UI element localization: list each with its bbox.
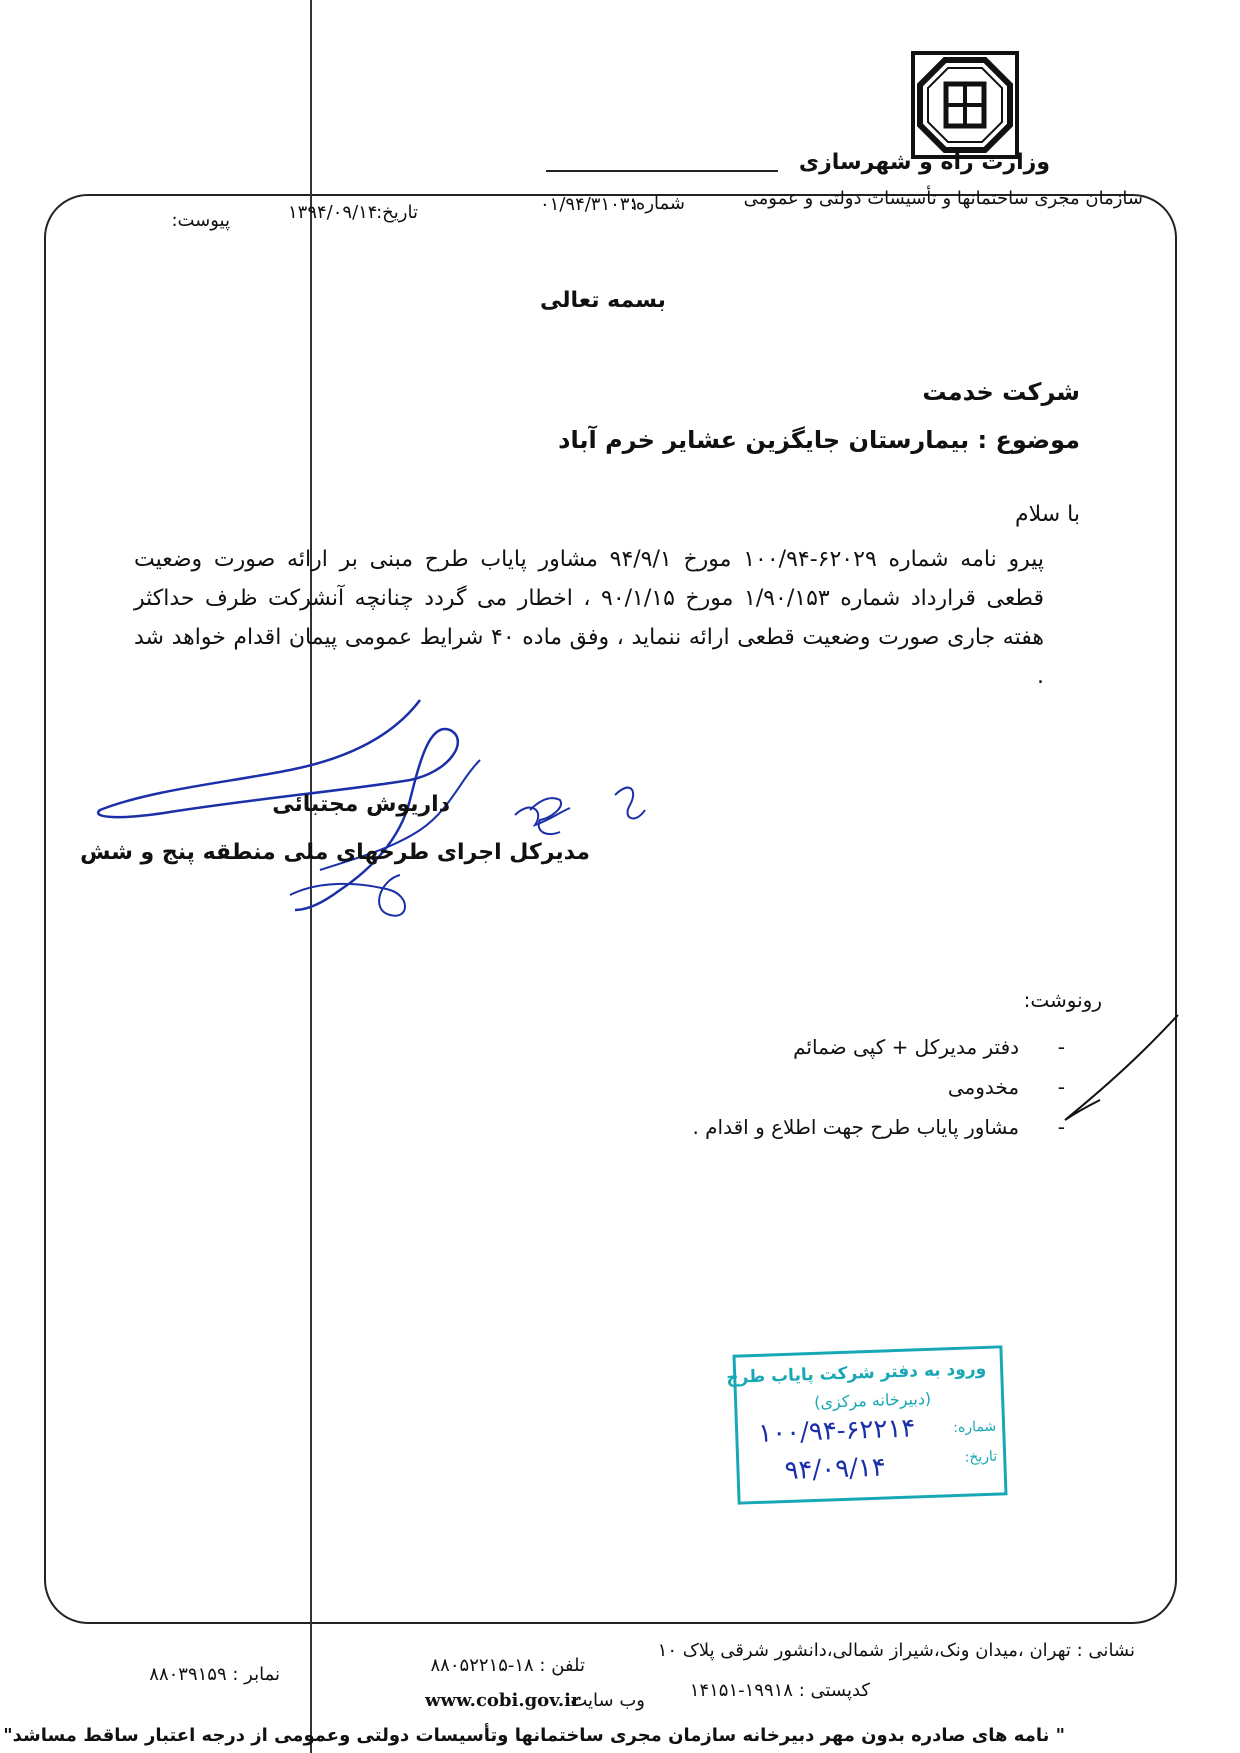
signer-name: داریوش مجتبائی — [272, 792, 450, 817]
stamp-number-label: شماره: — [952, 1418, 997, 1437]
number-value: ۰۱/۹۴/۳۱۰۳۱ — [540, 194, 640, 215]
stamp-subtitle: (دبیرخانه مرکزی) — [813, 1388, 932, 1412]
footer-website[interactable]: www.cobi.gov.ir — [425, 1690, 581, 1711]
copy-bullet: - — [1057, 1035, 1065, 1059]
organization-name: سازمان مجری ساختمانها و تأسیسات دولتی و عمومی — [743, 188, 1143, 209]
date-value: ۱۳۹۴/۰۹/۱۴ — [288, 202, 378, 223]
copy-item-text: مخدومی — [947, 1075, 1020, 1099]
footer-address: نشانی : تهران ،میدان ونک،شیراز شمالی،دانشور شرقی پلاک ۱۰ — [657, 1640, 1135, 1661]
copy-item — [948, 1075, 1065, 1099]
ministry-logo — [910, 50, 1020, 160]
letter-body: پیرو نامه شماره ۶۲۰۲۹-۱۰۰/۹۴ مورخ ۹۴/۹/۱ مشاور پایاب طرح مبنی بر ارائه صورت وضعیت قطعی قرارداد شماره ۱/۹۰/۱۵۳ مورخ ۹۰/۱/۱۵ ، اخطار می گردد چنانچه آنشرکت ظرف حداکثر هفته جاری صورت وضعیت قطعی ارائه ننماید ، وفق ماده ۴۰ شرایط عمومی پیمان اقدام خواهد شد . — [134, 547, 1044, 689]
recipient: شرکت خدمت — [922, 378, 1080, 406]
copy-bullet: - — [1057, 1075, 1065, 1099]
stamp-date-value: ۹۴/۰۹/۱۴ — [784, 1452, 887, 1487]
signer-title: مدیرکل اجرای طرحهای ملی منطقه پنج و شش — [80, 840, 590, 865]
ministry-name: وزارت راه و شهرسازی — [798, 150, 1050, 175]
footer-postal: کدپستی : ۱۹۹۱۸-۱۴۱۵۱ — [689, 1680, 870, 1701]
received-stamp — [725, 1345, 1007, 1504]
footer-notice: " نامه های صادره بدون مهر دبیرخانه سازمان مجری ساختمانها وتأسیسات دولتی وعمومی از درجه اعتبار ساقط مساشد" — [3, 1725, 1065, 1746]
copy-item — [793, 1035, 1065, 1059]
copy-item — [692, 1115, 1065, 1139]
stamp-number-value: ۱۰۰/۹۴-۶۲۲۱۴ — [757, 1413, 916, 1449]
invocation: بسمه تعالی — [540, 288, 666, 313]
footer-phone: تلفن : ۱۸-۸۸۰۵۲۲۱۵ — [430, 1655, 585, 1676]
footer-website-label: وب سایت: — [564, 1690, 645, 1711]
header-rule — [546, 170, 778, 172]
attachment-label: پیوست: — [171, 210, 230, 231]
copy-item-text: مشاور پایاب طرح جهت اطلاع و اقدام . — [692, 1115, 1020, 1139]
greeting: با سلام — [1014, 502, 1080, 527]
stamp-date-label: تاریخ: — [964, 1448, 998, 1466]
footer-fax: نمابر : ۸۸۰۳۹۱۵۹ — [149, 1664, 280, 1685]
check-mark — [1057, 1015, 1180, 1125]
copies-label: رونوشت: — [1023, 988, 1102, 1012]
copy-bullet: - — [1057, 1115, 1065, 1139]
stamp-title: ورود به دفتر شرکت پایاب طرح — [725, 1358, 987, 1388]
handwritten-signature — [90, 700, 650, 940]
copy-item-text: دفتر مدیرکل + کپی ضمائم — [793, 1035, 1020, 1059]
subject: موضوع : بیمارستان جایگزین عشایر خرم آباد — [558, 426, 1080, 454]
number-label: شماره: — [629, 193, 685, 214]
date-label: تاریخ: — [376, 202, 418, 223]
